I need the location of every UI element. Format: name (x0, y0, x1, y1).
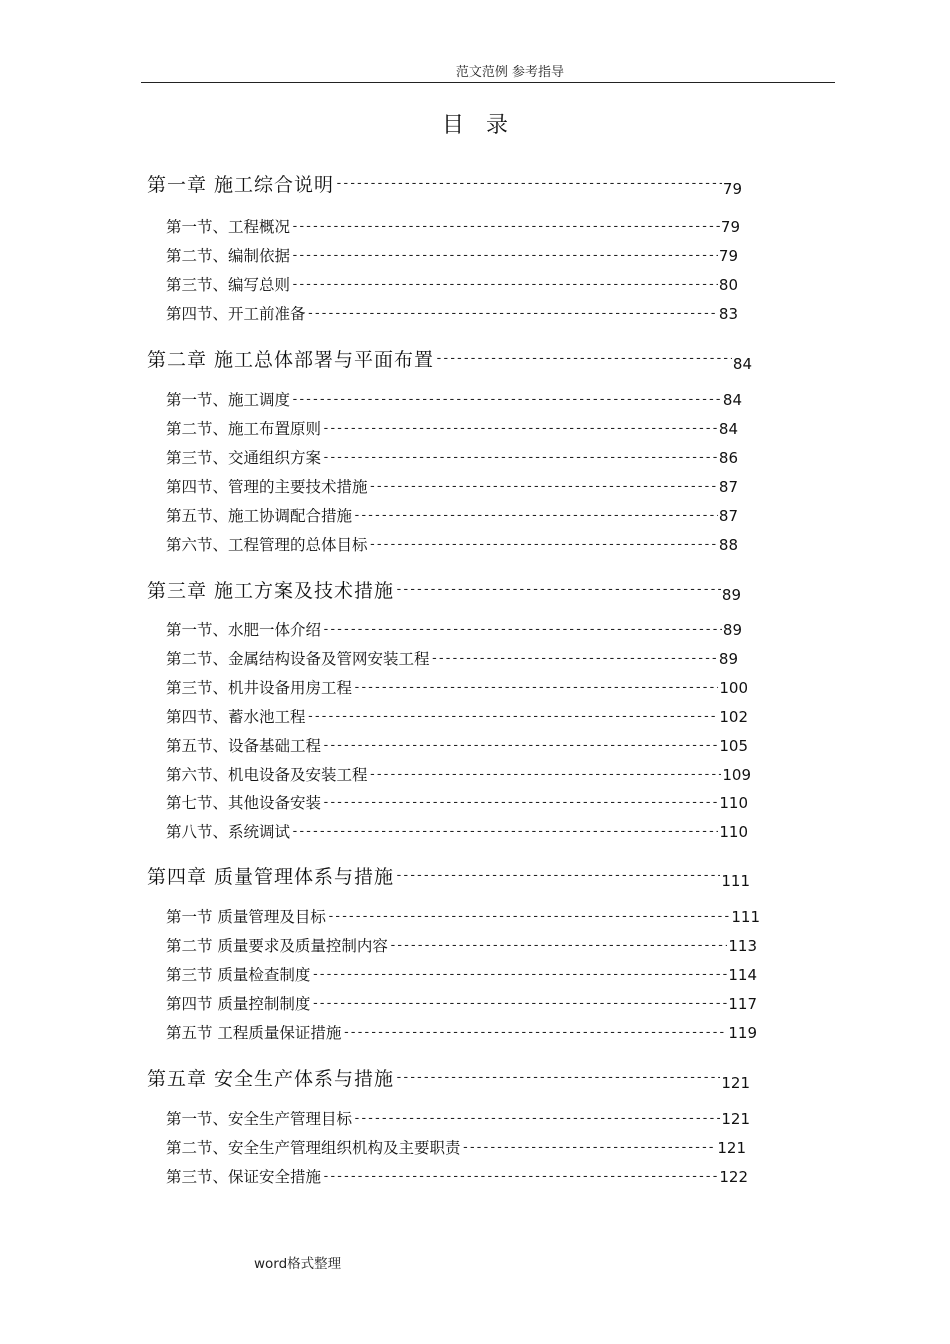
toc-page-number: 111 (731, 908, 760, 926)
dot-leader (435, 351, 732, 366)
dot-leader (389, 938, 727, 953)
toc-entry-label: 第一节 质量管理及目标 (166, 908, 326, 926)
toc-entry-label: 第五章 安全生产体系与措施 (147, 1068, 395, 1090)
toc-entry-label: 第一节、水肥一体介绍 (166, 621, 322, 639)
toc-entry-label: 第四节、开工前准备 (166, 305, 306, 323)
toc-entry-label: 第二节、施工布置原则 (166, 420, 322, 438)
dot-leader (291, 277, 718, 292)
toc-page-number: 84 (718, 420, 738, 438)
toc-section-row[interactable] (166, 1107, 750, 1129)
toc-entry-label: 第二节、金属结构设备及管网安装工程 (166, 650, 430, 668)
toc-section-row[interactable] (166, 647, 738, 669)
toc-section-row[interactable] (166, 388, 742, 410)
toc-entry-label: 第四节、管理的主要技术措施 (166, 478, 368, 496)
toc-section-row[interactable] (166, 618, 742, 640)
toc-entry-label: 第一节、施工调度 (166, 391, 291, 409)
toc-page-number: 87 (718, 507, 738, 525)
dot-leader (431, 651, 718, 666)
toc-section-row[interactable] (166, 1021, 757, 1043)
toc-entry-label: 第二节、安全生产管理组织机构及主要职责 (166, 1139, 461, 1157)
dot-leader (353, 1111, 720, 1126)
toc-page-number: 119 (728, 1024, 757, 1042)
dot-leader (291, 219, 720, 234)
toc-section-row[interactable] (166, 1136, 746, 1158)
toc-entry-label: 第一节、工程概况 (166, 218, 291, 236)
toc-page-number: 114 (728, 966, 757, 984)
dot-leader (322, 421, 718, 436)
dot-leader (291, 824, 718, 839)
toc-page-number: 84 (732, 355, 752, 372)
toc-entry-label: 第四节、蓄水池工程 (166, 708, 306, 726)
dot-leader (311, 996, 727, 1011)
dot-leader (353, 508, 718, 523)
dot-leader (395, 868, 720, 883)
toc-section-row[interactable] (166, 273, 738, 295)
toc-section-row[interactable] (166, 934, 757, 956)
toc-page-number: 80 (718, 276, 738, 294)
toc-section-row[interactable] (166, 446, 738, 468)
toc-page-number: 89 (721, 586, 741, 603)
toc-title: 目录 (441, 113, 530, 138)
toc-entry-label: 第五节、设备基础工程 (166, 737, 322, 755)
toc-entry-label: 第六节、工程管理的总体目标 (166, 536, 368, 554)
toc-entry-label: 第三章 施工方案及技术措施 (147, 580, 395, 602)
toc-section-row[interactable] (166, 302, 738, 324)
toc-section-row[interactable] (166, 504, 738, 526)
toc-section-row[interactable] (166, 533, 738, 555)
dot-leader (311, 967, 727, 982)
toc-section-row[interactable] (166, 905, 760, 927)
toc-page-number: 110 (719, 794, 748, 812)
toc-section-row[interactable] (166, 992, 757, 1014)
toc-entry-label: 第一章 施工综合说明 (147, 174, 335, 196)
dot-leader (395, 1070, 720, 1085)
toc-entry-label: 第三节、编写总则 (166, 276, 291, 294)
toc-page-number: 79 (722, 180, 742, 197)
toc-page-number: 87 (718, 478, 738, 496)
toc-page-number: 109 (722, 766, 751, 784)
toc-page-number: 113 (728, 937, 757, 955)
toc-chapter-row[interactable] (147, 862, 750, 889)
toc-section-row[interactable] (166, 791, 748, 813)
dot-leader (462, 1140, 717, 1155)
toc-entry-label: 第三节、机井设备用房工程 (166, 679, 353, 697)
toc-entry-label: 第三节、保证安全措施 (166, 1168, 322, 1186)
dot-leader (307, 709, 719, 724)
toc-page-number: 121 (717, 1139, 746, 1157)
toc-entry-label: 第二章 施工总体部署与平面布置 (147, 349, 435, 371)
toc-page-number: 100 (719, 679, 748, 697)
toc-page-number: 79 (718, 247, 738, 265)
dot-leader (369, 537, 718, 552)
toc-page-number: 105 (719, 737, 748, 755)
toc-page-number: 84 (722, 391, 742, 409)
toc-section-row[interactable] (166, 734, 748, 756)
dot-leader (322, 450, 718, 465)
dot-leader (342, 1025, 727, 1040)
toc-section-row[interactable] (166, 215, 740, 237)
toc-page-number: 83 (718, 305, 738, 323)
toc-page-number: 89 (722, 621, 742, 639)
toc-entry-label: 第五节 工程质量保证措施 (166, 1024, 342, 1042)
toc-entry-label: 第二节 质量要求及质量控制内容 (166, 937, 388, 955)
dot-leader (353, 680, 718, 695)
toc-section-row[interactable] (166, 1165, 748, 1187)
toc-chapter-row[interactable] (147, 1064, 750, 1091)
toc-section-row[interactable] (166, 820, 748, 842)
toc-section-row[interactable] (166, 417, 738, 439)
toc-entry-label: 第五节、施工协调配合措施 (166, 507, 353, 525)
page-footer: word格式整理 (254, 1256, 342, 1272)
toc-entry-label: 第六节、机电设备及安装工程 (166, 766, 368, 784)
toc-entry-label: 第三节 质量检查制度 (166, 966, 311, 984)
page-header: 范文范例 参考指导 (455, 65, 565, 80)
dot-leader (291, 248, 718, 263)
toc-page-number: 121 (721, 1074, 750, 1091)
toc-section-row[interactable] (166, 963, 757, 985)
dot-leader (369, 479, 718, 494)
toc-section-row[interactable] (166, 705, 748, 727)
toc-entry-label: 第一节、安全生产管理目标 (166, 1110, 353, 1128)
dot-leader (322, 1169, 718, 1184)
toc-entry-label: 第八节、系统调试 (166, 823, 291, 841)
toc-page-number: 86 (718, 449, 738, 467)
dot-leader (291, 392, 722, 407)
dot-leader (335, 176, 722, 191)
toc-entry-label: 第三节、交通组织方案 (166, 449, 322, 467)
dot-leader (395, 582, 721, 597)
dot-leader (307, 306, 718, 321)
toc-page-number: 89 (718, 650, 738, 668)
toc-chapter-row[interactable] (147, 345, 752, 372)
toc-section-row[interactable] (166, 676, 748, 698)
dot-leader (322, 622, 722, 637)
toc-section-row[interactable] (166, 244, 738, 266)
dot-leader (369, 767, 722, 782)
toc-page-number: 88 (718, 536, 738, 554)
toc-page-number: 121 (721, 1110, 750, 1128)
toc-page-number: 111 (721, 872, 750, 889)
toc-entry-label: 第四节 质量控制制度 (166, 995, 311, 1013)
toc-entry-label: 第七节、其他设备安装 (166, 794, 322, 812)
dot-leader (327, 909, 730, 924)
toc-page-number: 110 (719, 823, 748, 841)
toc-section-row[interactable] (166, 763, 751, 785)
toc-page-number: 79 (720, 218, 740, 236)
toc-entry-label: 第四章 质量管理体系与措施 (147, 866, 395, 888)
toc-page-number: 102 (719, 708, 748, 726)
toc-entry-label: 第二节、编制依据 (166, 247, 291, 265)
toc-chapter-row[interactable] (147, 170, 742, 197)
toc-page-number: 122 (719, 1168, 748, 1186)
toc-page-number: 117 (728, 995, 757, 1013)
toc-section-row[interactable] (166, 475, 738, 497)
dot-leader (322, 738, 718, 753)
dot-leader (322, 795, 718, 810)
toc-chapter-row[interactable] (147, 576, 741, 603)
